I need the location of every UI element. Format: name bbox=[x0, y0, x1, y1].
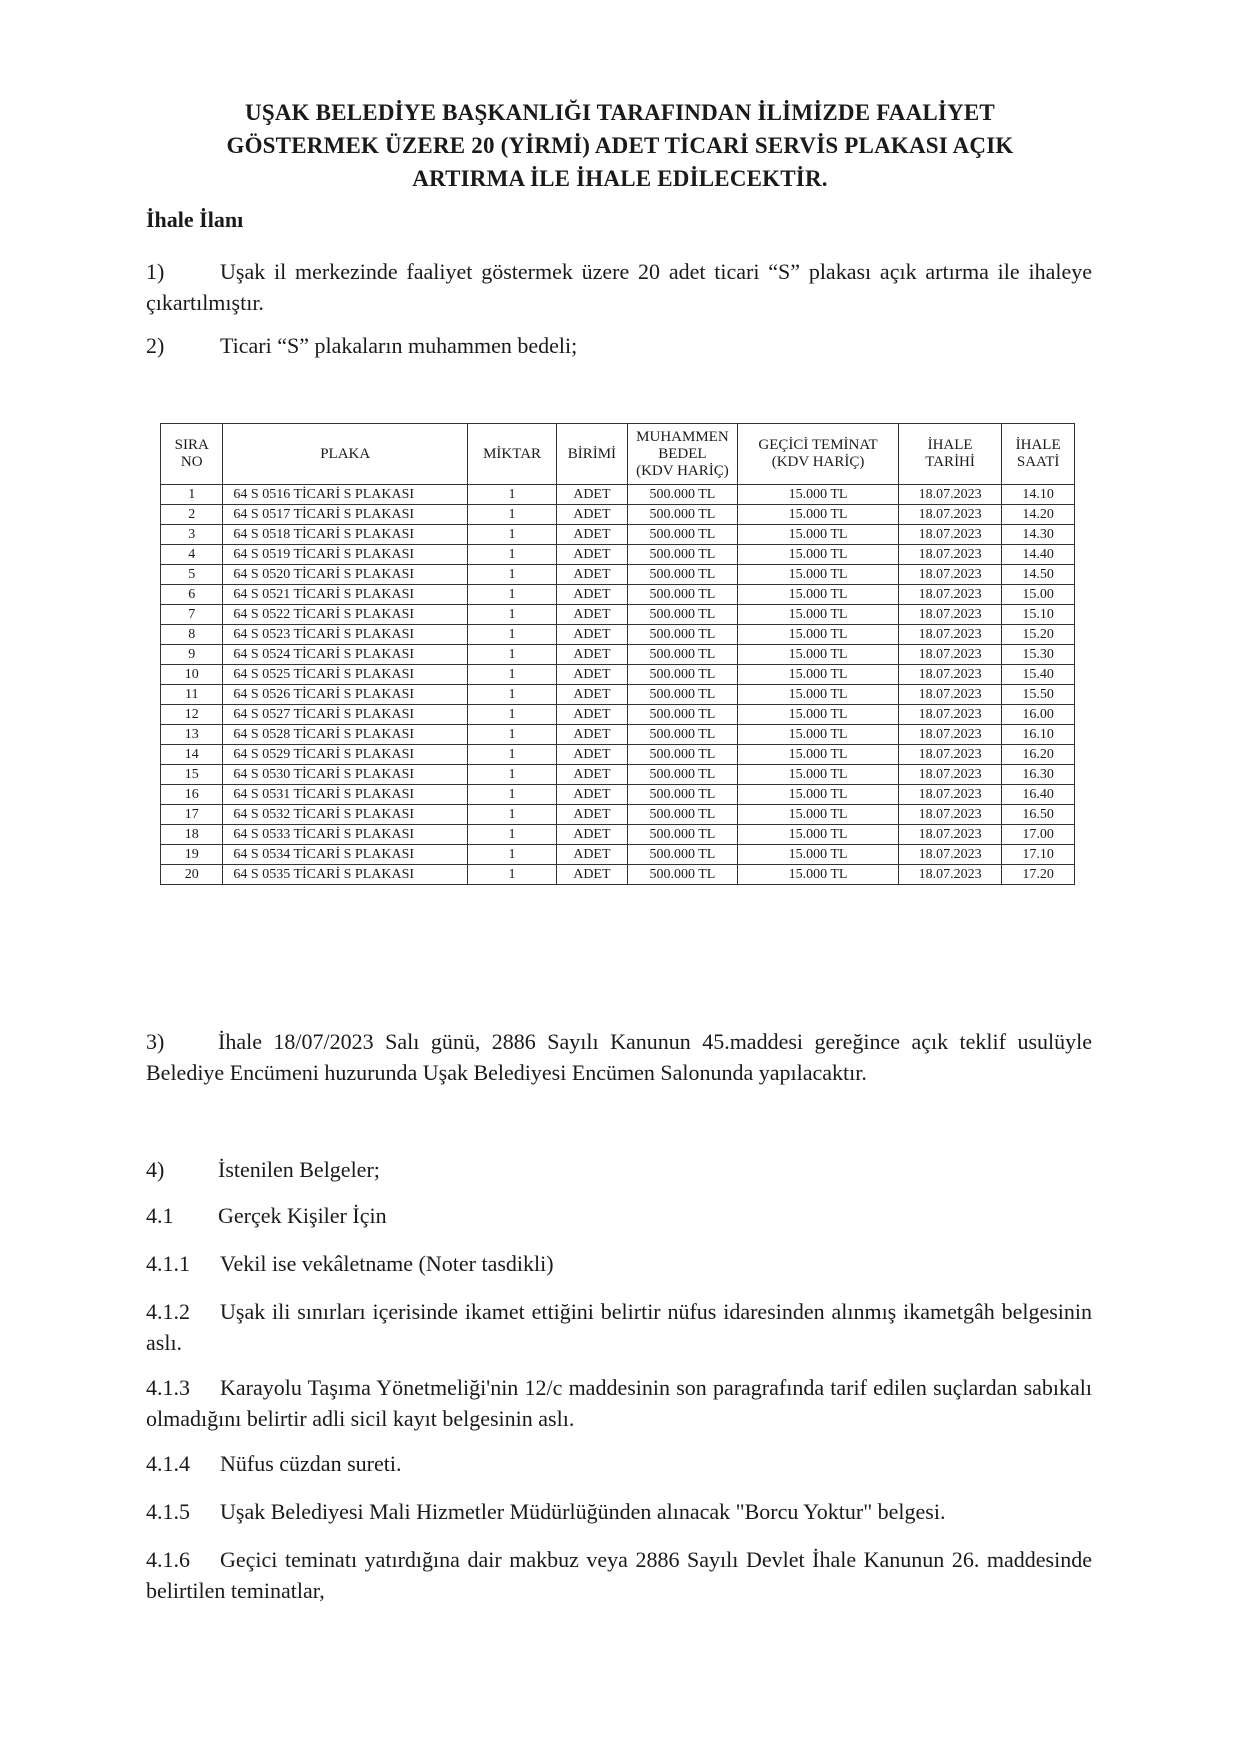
cell-saat: 17.20 bbox=[1002, 865, 1075, 885]
cell-teminat: 15.000 TL bbox=[738, 805, 899, 825]
cell-sira: 17 bbox=[161, 805, 223, 825]
cell-bedel: 500.000 TL bbox=[627, 685, 738, 705]
item-text: Uşak Belediyesi Mali Hizmetler Müdürlüğünden alınacak "Borcu Yoktur" belgesi. bbox=[220, 1499, 946, 1524]
item-4-1-2 bbox=[146, 1296, 1092, 1358]
cell-teminat: 15.000 TL bbox=[738, 725, 899, 745]
table-row bbox=[161, 765, 1075, 785]
cell-tarih: 18.07.2023 bbox=[898, 785, 1001, 805]
cell-sira: 14 bbox=[161, 745, 223, 765]
cell-sira: 1 bbox=[161, 485, 223, 505]
cell-bedel: 500.000 TL bbox=[627, 565, 738, 585]
cell-sira: 6 bbox=[161, 585, 223, 605]
cell-plaka: 64 S 0534 TİCARİ S PLAKASI bbox=[223, 845, 468, 865]
cell-sira: 4 bbox=[161, 545, 223, 565]
table-row bbox=[161, 705, 1075, 725]
header-tarih: İHALE TARİHİ bbox=[898, 424, 1001, 485]
item-number: 4.1.4 bbox=[146, 1451, 190, 1476]
cell-miktar: 1 bbox=[468, 625, 557, 645]
cell-saat: 15.00 bbox=[1002, 585, 1075, 605]
header-teminat: GEÇİCİ TEMİNAT (KDV HARİÇ) bbox=[738, 424, 899, 485]
cell-miktar: 1 bbox=[468, 585, 557, 605]
paragraph-1 bbox=[146, 256, 1092, 318]
cell-bedel: 500.000 TL bbox=[627, 705, 738, 725]
table-row bbox=[161, 685, 1075, 705]
cell-miktar: 1 bbox=[468, 605, 557, 625]
cell-saat: 14.40 bbox=[1002, 545, 1075, 565]
cell-saat: 14.30 bbox=[1002, 525, 1075, 545]
cell-teminat: 15.000 TL bbox=[738, 525, 899, 545]
item-text: Uşak ili sınırları içerisinde ikamet ettiğini belirtir nüfus idaresinden alınmış ikametgâh belgesinin aslı. bbox=[146, 1299, 1092, 1355]
paragraph-4 bbox=[146, 1154, 1092, 1185]
cell-birim: ADET bbox=[557, 825, 628, 845]
cell-plaka: 64 S 0535 TİCARİ S PLAKASI bbox=[223, 865, 468, 885]
cell-saat: 16.10 bbox=[1002, 725, 1075, 745]
table-row bbox=[161, 565, 1075, 585]
cell-plaka: 64 S 0520 TİCARİ S PLAKASI bbox=[223, 565, 468, 585]
cell-plaka: 64 S 0527 TİCARİ S PLAKASI bbox=[223, 705, 468, 725]
table-row bbox=[161, 605, 1075, 625]
header-miktar: MİKTAR bbox=[468, 424, 557, 485]
cell-birim: ADET bbox=[557, 865, 628, 885]
paragraph-number: 1) bbox=[146, 259, 165, 284]
paragraph-number: 3) bbox=[146, 1029, 165, 1054]
cell-birim: ADET bbox=[557, 645, 628, 665]
cell-miktar: 1 bbox=[468, 825, 557, 845]
cell-sira: 13 bbox=[161, 725, 223, 745]
cell-birim: ADET bbox=[557, 605, 628, 625]
table-row bbox=[161, 725, 1075, 745]
cell-sira: 11 bbox=[161, 685, 223, 705]
cell-tarih: 18.07.2023 bbox=[898, 585, 1001, 605]
cell-miktar: 1 bbox=[468, 505, 557, 525]
cell-sira: 20 bbox=[161, 865, 223, 885]
table-header-row bbox=[161, 424, 1075, 485]
cell-plaka: 64 S 0523 TİCARİ S PLAKASI bbox=[223, 625, 468, 645]
cell-plaka: 64 S 0533 TİCARİ S PLAKASI bbox=[223, 825, 468, 845]
cell-miktar: 1 bbox=[468, 765, 557, 785]
cell-teminat: 15.000 TL bbox=[738, 505, 899, 525]
cell-plaka: 64 S 0525 TİCARİ S PLAKASI bbox=[223, 665, 468, 685]
cell-birim: ADET bbox=[557, 705, 628, 725]
table-body bbox=[161, 485, 1075, 885]
cell-plaka: 64 S 0532 TİCARİ S PLAKASI bbox=[223, 805, 468, 825]
cell-saat: 16.30 bbox=[1002, 765, 1075, 785]
cell-sira: 9 bbox=[161, 645, 223, 665]
header-birim: BİRİMİ bbox=[557, 424, 628, 485]
table-row bbox=[161, 645, 1075, 665]
header-plaka: PLAKA bbox=[223, 424, 468, 485]
cell-saat: 15.20 bbox=[1002, 625, 1075, 645]
cell-teminat: 15.000 TL bbox=[738, 825, 899, 845]
cell-plaka: 64 S 0526 TİCARİ S PLAKASI bbox=[223, 685, 468, 705]
cell-teminat: 15.000 TL bbox=[738, 685, 899, 705]
cell-teminat: 15.000 TL bbox=[738, 765, 899, 785]
cell-saat: 15.40 bbox=[1002, 665, 1075, 685]
cell-saat: 14.10 bbox=[1002, 485, 1075, 505]
cell-teminat: 15.000 TL bbox=[738, 785, 899, 805]
cell-bedel: 500.000 TL bbox=[627, 525, 738, 545]
cell-plaka: 64 S 0522 TİCARİ S PLAKASI bbox=[223, 605, 468, 625]
cell-tarih: 18.07.2023 bbox=[898, 605, 1001, 625]
cell-tarih: 18.07.2023 bbox=[898, 725, 1001, 745]
cell-sira: 18 bbox=[161, 825, 223, 845]
cell-bedel: 500.000 TL bbox=[627, 645, 738, 665]
cell-miktar: 1 bbox=[468, 865, 557, 885]
cell-bedel: 500.000 TL bbox=[627, 805, 738, 825]
cell-bedel: 500.000 TL bbox=[627, 865, 738, 885]
cell-birim: ADET bbox=[557, 765, 628, 785]
cell-teminat: 15.000 TL bbox=[738, 865, 899, 885]
item-number: 4.1.1 bbox=[146, 1251, 190, 1276]
item-4-1-3 bbox=[146, 1372, 1092, 1434]
cell-birim: ADET bbox=[557, 525, 628, 545]
cell-teminat: 15.000 TL bbox=[738, 485, 899, 505]
cell-tarih: 18.07.2023 bbox=[898, 525, 1001, 545]
cell-saat: 14.20 bbox=[1002, 505, 1075, 525]
cell-birim: ADET bbox=[557, 785, 628, 805]
cell-tarih: 18.07.2023 bbox=[898, 865, 1001, 885]
cell-teminat: 15.000 TL bbox=[738, 585, 899, 605]
cell-bedel: 500.000 TL bbox=[627, 665, 738, 685]
cell-teminat: 15.000 TL bbox=[738, 605, 899, 625]
header-sira: SIRA NO bbox=[161, 424, 223, 485]
cell-plaka: 64 S 0517 TİCARİ S PLAKASI bbox=[223, 505, 468, 525]
cell-miktar: 1 bbox=[468, 645, 557, 665]
cell-plaka: 64 S 0518 TİCARİ S PLAKASI bbox=[223, 525, 468, 545]
cell-sira: 15 bbox=[161, 765, 223, 785]
cell-tarih: 18.07.2023 bbox=[898, 545, 1001, 565]
cell-tarih: 18.07.2023 bbox=[898, 685, 1001, 705]
cell-miktar: 1 bbox=[468, 685, 557, 705]
cell-miktar: 1 bbox=[468, 805, 557, 825]
item-4-1-6 bbox=[146, 1544, 1092, 1606]
cell-miktar: 1 bbox=[468, 565, 557, 585]
cell-bedel: 500.000 TL bbox=[627, 725, 738, 745]
item-text: Geçici teminatı yatırdığına dair makbuz veya 2886 Sayılı Devlet İhale Kanunun 26. maddesinde belirtilen teminatlar, bbox=[146, 1547, 1092, 1603]
cell-sira: 10 bbox=[161, 665, 223, 685]
cell-saat: 15.10 bbox=[1002, 605, 1075, 625]
cell-plaka: 64 S 0528 TİCARİ S PLAKASI bbox=[223, 725, 468, 745]
cell-birim: ADET bbox=[557, 625, 628, 645]
cell-teminat: 15.000 TL bbox=[738, 745, 899, 765]
table-row bbox=[161, 485, 1075, 505]
paragraph-text: Gerçek Kişiler İçin bbox=[218, 1203, 387, 1228]
cell-bedel: 500.000 TL bbox=[627, 545, 738, 565]
cell-birim: ADET bbox=[557, 505, 628, 525]
paragraph-3 bbox=[146, 1026, 1092, 1088]
cell-birim: ADET bbox=[557, 725, 628, 745]
cell-miktar: 1 bbox=[468, 545, 557, 565]
cell-birim: ADET bbox=[557, 485, 628, 505]
cell-tarih: 18.07.2023 bbox=[898, 845, 1001, 865]
cell-bedel: 500.000 TL bbox=[627, 785, 738, 805]
cell-saat: 15.30 bbox=[1002, 645, 1075, 665]
cell-tarih: 18.07.2023 bbox=[898, 765, 1001, 785]
table-row bbox=[161, 845, 1075, 865]
cell-tarih: 18.07.2023 bbox=[898, 825, 1001, 845]
item-4-1-5 bbox=[146, 1496, 1092, 1527]
table-row bbox=[161, 525, 1075, 545]
cell-tarih: 18.07.2023 bbox=[898, 665, 1001, 685]
cell-sira: 12 bbox=[161, 705, 223, 725]
cell-birim: ADET bbox=[557, 665, 628, 685]
table-row bbox=[161, 665, 1075, 685]
plate-table bbox=[160, 423, 1075, 885]
title-line: UŞAK BELEDİYE BAŞKANLIĞI TARAFINDAN İLİMİZDE FAALİYET bbox=[245, 100, 995, 125]
cell-birim: ADET bbox=[557, 585, 628, 605]
cell-birim: ADET bbox=[557, 745, 628, 765]
cell-sira: 3 bbox=[161, 525, 223, 545]
cell-sira: 2 bbox=[161, 505, 223, 525]
cell-saat: 16.00 bbox=[1002, 705, 1075, 725]
item-text: Vekil ise vekâletname (Noter tasdikli) bbox=[220, 1251, 554, 1276]
cell-plaka: 64 S 0529 TİCARİ S PLAKASI bbox=[223, 745, 468, 765]
cell-birim: ADET bbox=[557, 565, 628, 585]
table-row bbox=[161, 865, 1075, 885]
cell-tarih: 18.07.2023 bbox=[898, 805, 1001, 825]
cell-miktar: 1 bbox=[468, 725, 557, 745]
cell-plaka: 64 S 0519 TİCARİ S PLAKASI bbox=[223, 545, 468, 565]
paragraph-text: Uşak il merkezinde faaliyet göstermek üzere 20 adet ticari “S” plakası açık artırma ile ihaleye çıkartılmıştır. bbox=[146, 259, 1092, 315]
cell-tarih: 18.07.2023 bbox=[898, 745, 1001, 765]
cell-bedel: 500.000 TL bbox=[627, 505, 738, 525]
cell-sira: 7 bbox=[161, 605, 223, 625]
cell-plaka: 64 S 0516 TİCARİ S PLAKASI bbox=[223, 485, 468, 505]
cell-miktar: 1 bbox=[468, 785, 557, 805]
cell-teminat: 15.000 TL bbox=[738, 665, 899, 685]
cell-miktar: 1 bbox=[468, 525, 557, 545]
cell-plaka: 64 S 0521 TİCARİ S PLAKASI bbox=[223, 585, 468, 605]
cell-birim: ADET bbox=[557, 805, 628, 825]
cell-tarih: 18.07.2023 bbox=[898, 485, 1001, 505]
cell-teminat: 15.000 TL bbox=[738, 565, 899, 585]
section-heading: İhale İlanı bbox=[146, 207, 244, 232]
paragraph-2 bbox=[146, 330, 1092, 361]
cell-teminat: 15.000 TL bbox=[738, 645, 899, 665]
cell-tarih: 18.07.2023 bbox=[898, 625, 1001, 645]
table-row bbox=[161, 585, 1075, 605]
cell-tarih: 18.07.2023 bbox=[898, 645, 1001, 665]
item-text: Karayolu Taşıma Yönetmeliği'nin 12/c maddesinin son paragrafında tarif edilen suçlardan sabıkalı olmadığını belirtir adli sicil kayıt belgesinin aslı. bbox=[146, 1375, 1092, 1431]
cell-bedel: 500.000 TL bbox=[627, 765, 738, 785]
table-row bbox=[161, 505, 1075, 525]
cell-tarih: 18.07.2023 bbox=[898, 565, 1001, 585]
cell-birim: ADET bbox=[557, 545, 628, 565]
cell-plaka: 64 S 0524 TİCARİ S PLAKASI bbox=[223, 645, 468, 665]
cell-miktar: 1 bbox=[468, 665, 557, 685]
item-4-1-1 bbox=[146, 1248, 1092, 1279]
item-text: Nüfus cüzdan sureti. bbox=[220, 1451, 402, 1476]
cell-plaka: 64 S 0531 TİCARİ S PLAKASI bbox=[223, 785, 468, 805]
title-line: GÖSTERMEK ÜZERE 20 (YİRMİ) ADET TİCARİ SERVİS PLAKASI AÇIK bbox=[226, 133, 1014, 158]
cell-teminat: 15.000 TL bbox=[738, 625, 899, 645]
cell-bedel: 500.000 TL bbox=[627, 745, 738, 765]
item-number: 4.1.6 bbox=[146, 1547, 190, 1572]
cell-miktar: 1 bbox=[468, 485, 557, 505]
cell-bedel: 500.000 TL bbox=[627, 625, 738, 645]
table-row bbox=[161, 825, 1075, 845]
cell-birim: ADET bbox=[557, 685, 628, 705]
cell-bedel: 500.000 TL bbox=[627, 845, 738, 865]
item-number: 4.1.5 bbox=[146, 1499, 190, 1524]
cell-saat: 16.40 bbox=[1002, 785, 1075, 805]
cell-tarih: 18.07.2023 bbox=[898, 705, 1001, 725]
header-bedel: MUHAMMEN BEDEL (KDV HARİÇ) bbox=[627, 424, 738, 485]
cell-bedel: 500.000 TL bbox=[627, 605, 738, 625]
table-row bbox=[161, 745, 1075, 765]
paragraph-text: İhale 18/07/2023 Salı günü, 2886 Sayılı Kanunun 45.maddesi gereğince açık teklif usulüyle Belediye Encümeni huzurunda Uşak Belediyesi Encümen Salonunda yapılacaktır. bbox=[146, 1029, 1092, 1085]
cell-saat: 15.50 bbox=[1002, 685, 1075, 705]
paragraph-text: Ticari “S” plakaların muhammen bedeli; bbox=[220, 333, 578, 358]
paragraph-text: İstenilen Belgeler; bbox=[218, 1157, 380, 1182]
cell-bedel: 500.000 TL bbox=[627, 825, 738, 845]
cell-sira: 19 bbox=[161, 845, 223, 865]
cell-miktar: 1 bbox=[468, 845, 557, 865]
cell-bedel: 500.000 TL bbox=[627, 585, 738, 605]
cell-teminat: 15.000 TL bbox=[738, 845, 899, 865]
cell-sira: 5 bbox=[161, 565, 223, 585]
cell-saat: 16.50 bbox=[1002, 805, 1075, 825]
cell-teminat: 15.000 TL bbox=[738, 705, 899, 725]
table-row bbox=[161, 625, 1075, 645]
cell-saat: 14.50 bbox=[1002, 565, 1075, 585]
cell-teminat: 15.000 TL bbox=[738, 545, 899, 565]
cell-sira: 8 bbox=[161, 625, 223, 645]
paragraph-4-1 bbox=[146, 1200, 1092, 1231]
table-row bbox=[161, 805, 1075, 825]
paragraph-number: 4.1 bbox=[146, 1203, 174, 1228]
table-row bbox=[161, 545, 1075, 565]
document-title bbox=[150, 96, 1090, 195]
cell-saat: 17.00 bbox=[1002, 825, 1075, 845]
paragraph-number: 2) bbox=[146, 333, 165, 358]
cell-miktar: 1 bbox=[468, 705, 557, 725]
cell-plaka: 64 S 0530 TİCARİ S PLAKASI bbox=[223, 765, 468, 785]
table-row bbox=[161, 785, 1075, 805]
title-line: ARTIRMA İLE İHALE EDİLECEKTİR. bbox=[412, 166, 828, 191]
item-4-1-4 bbox=[146, 1448, 1092, 1479]
cell-saat: 16.20 bbox=[1002, 745, 1075, 765]
header-saat: İHALE SAATİ bbox=[1002, 424, 1075, 485]
item-number: 4.1.3 bbox=[146, 1375, 190, 1400]
cell-bedel: 500.000 TL bbox=[627, 485, 738, 505]
cell-sira: 16 bbox=[161, 785, 223, 805]
cell-tarih: 18.07.2023 bbox=[898, 505, 1001, 525]
paragraph-number: 4) bbox=[146, 1157, 165, 1182]
cell-miktar: 1 bbox=[468, 745, 557, 765]
item-number: 4.1.2 bbox=[146, 1299, 190, 1324]
cell-birim: ADET bbox=[557, 845, 628, 865]
cell-saat: 17.10 bbox=[1002, 845, 1075, 865]
